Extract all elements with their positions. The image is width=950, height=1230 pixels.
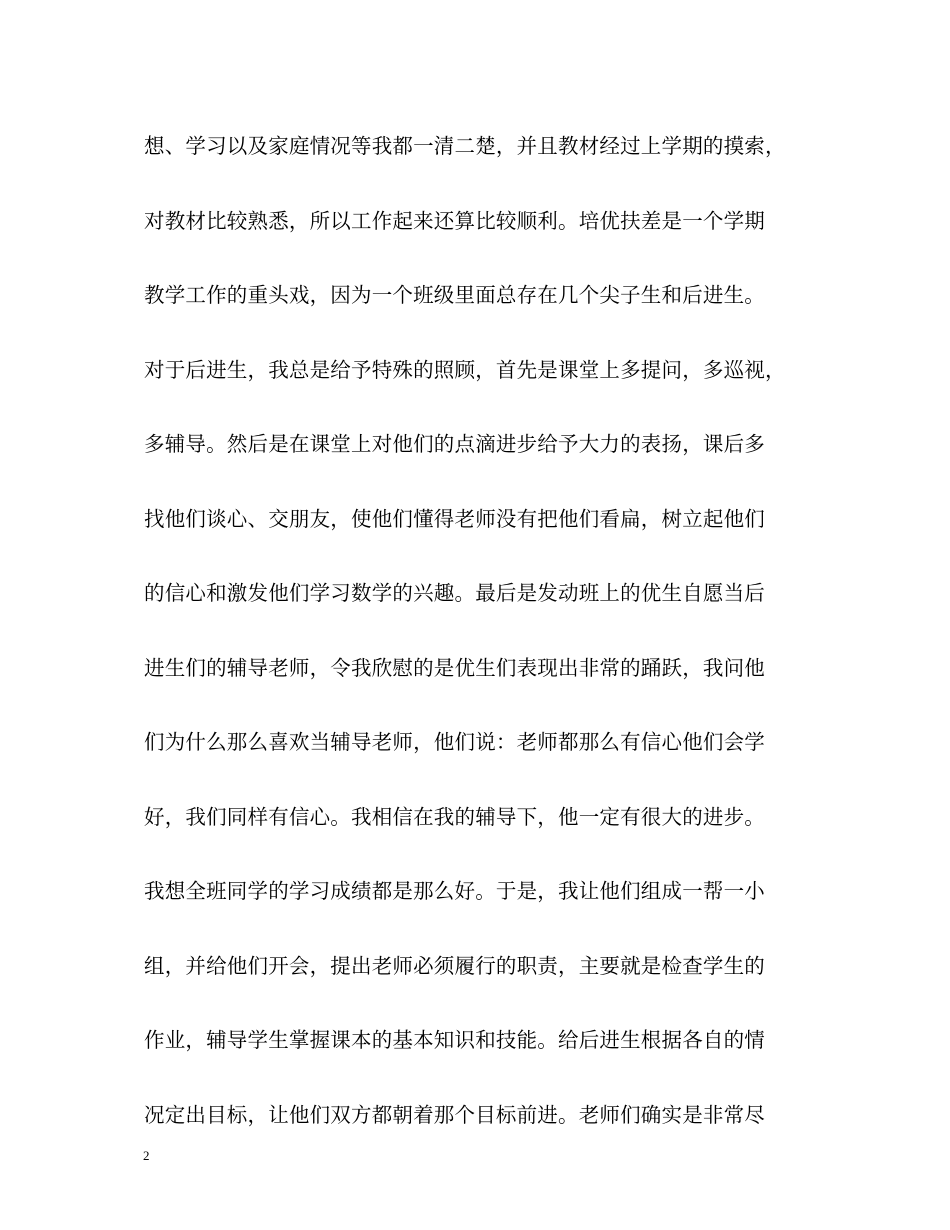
text-line: 对教材比较熟悉，所以工作起来还算比较顺利。培优扶差是一个学期 [144, 208, 765, 233]
text-line: 找他们谈心、交朋友，使他们懂得老师没有把他们看扁，树立起他们 [144, 506, 765, 531]
page-number: 2 [143, 1148, 150, 1163]
text-line: 多辅导。然后是在课堂上对他们的点滴进步给予大力的表扬，课后多 [144, 432, 765, 456]
text-line: 我想全班同学的学习成绩都是那么好。于是，我让他们组成一帮一小 [144, 879, 765, 903]
text-line: 教学工作的重头戏，因为一个班级里面总存在几个尖子生和后进生。 [144, 283, 765, 307]
text-line: 们为什么那么喜欢当辅导老师，他们说：老师都那么有信心他们会学 [144, 730, 765, 754]
text-line: 作业，辅导学生掌握课本的基本知识和技能。给后进生根据各自的情 [144, 1028, 765, 1052]
text-line: 进生们的辅导老师，令我欣慰的是优生们表现出非常的踊跃，我问他 [144, 655, 765, 680]
body-text [144, 126, 808, 1169]
text-line: 组，并给他们开会，提出老师必须履行的职责，主要就是检查学生的 [144, 953, 765, 978]
text-line: 好，我们同样有信心。我相信在我的辅导下，他一定有很大的进步。 [144, 804, 765, 829]
text-line: 的信心和激发他们学习数学的兴趣。最后是发动班上的优生自愿当后 [144, 581, 765, 605]
text-line: 况定出目标，让他们双方都朝着那个目标前进。老师们确实是非常尽 [144, 1102, 765, 1127]
text-line: 想、学习以及家庭情况等我都一清二楚，并且教材经过上学期的摸索， [144, 134, 786, 158]
text-line: 对于后进生，我总是给予特殊的照顾，首先是课堂上多提问，多巡视， [144, 357, 786, 382]
